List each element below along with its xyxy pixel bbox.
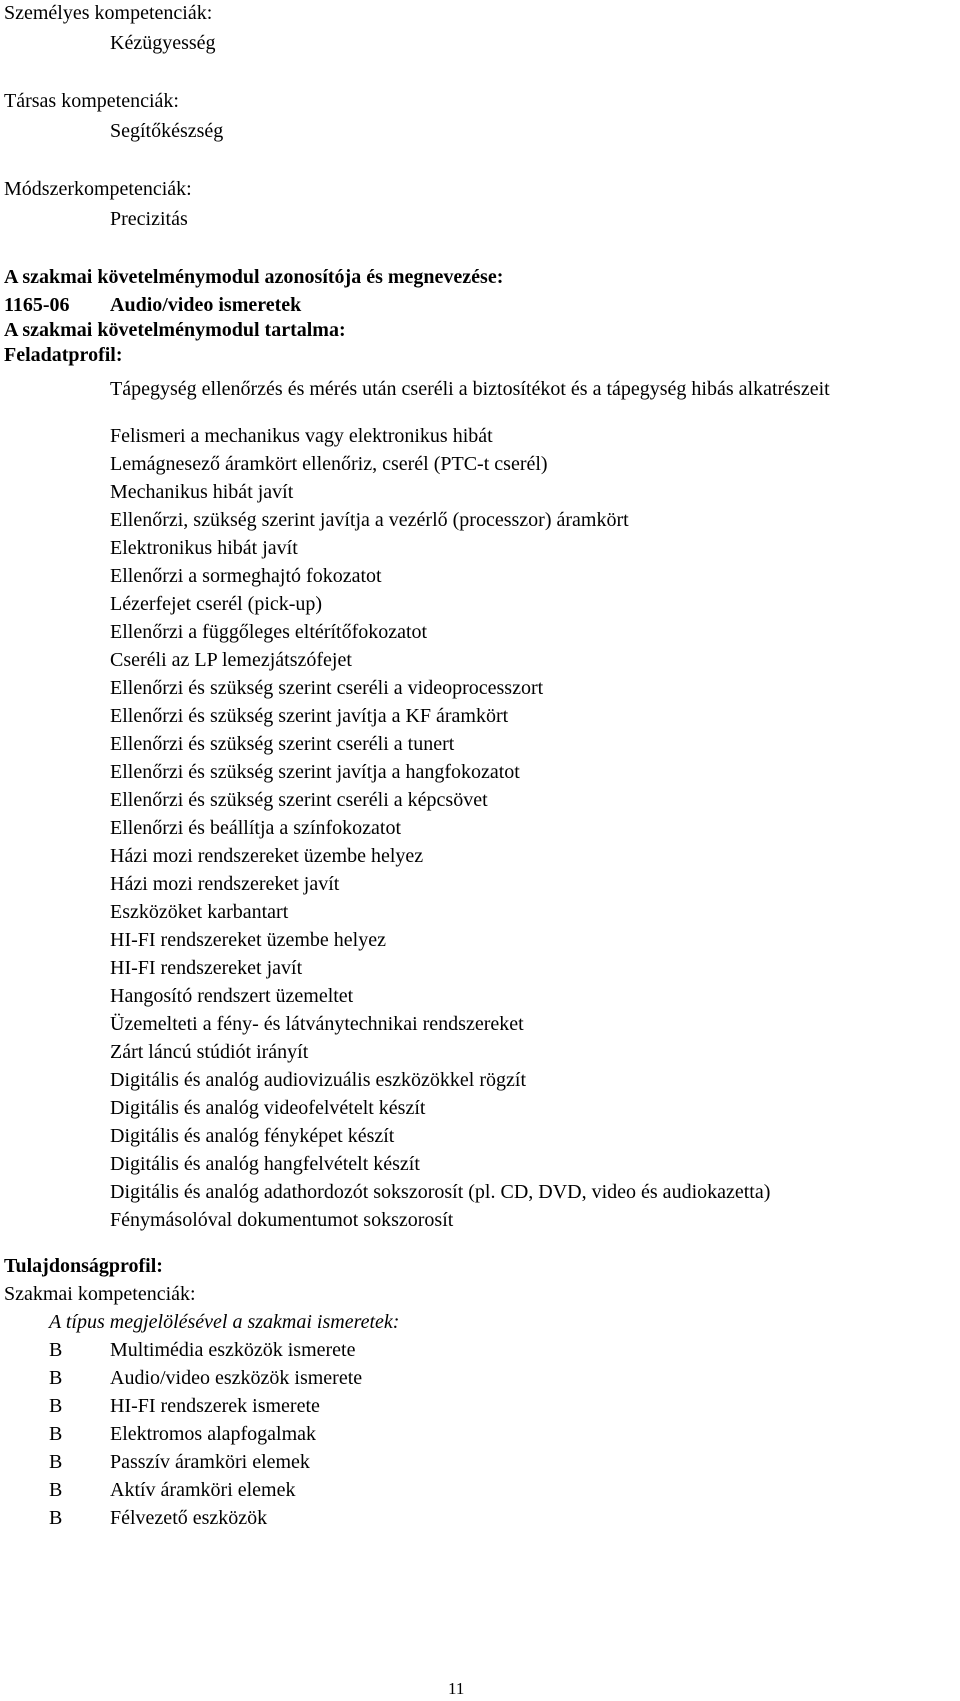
personal-competencies-label: Személyes kompetenciák: [4,2,213,24]
task-item: Ellenőrzi és szükség szerint cseréli a videoprocesszort [110,677,544,699]
task-item: Digitális és analóg adathordozót sokszorosít (pl. CD, DVD, video és audiokazetta) [110,1181,771,1203]
task-item: Felismeri a mechanikus vagy elektronikus hibát [110,425,493,447]
knowledge-type-code: B [49,1451,63,1473]
task-item: Elektronikus hibát javít [110,537,298,559]
task-item: Digitális és analóg fényképet készít [110,1125,395,1147]
knowledge-text: HI-FI rendszerek ismerete [110,1395,320,1417]
personal-competencies-value: Kézügyesség [110,32,216,54]
knowledge-type-code: B [49,1395,63,1417]
module-name: Audio/video ismeretek [110,294,302,316]
task-item: Házi mozi rendszereket üzembe helyez [110,845,424,867]
task-item: Házi mozi rendszereket javít [110,873,340,895]
task-item: Ellenőrzi és szükség szerint cseréli a tunert [110,733,455,755]
task-item: Cseréli az LP lemezjátszófejet [110,649,352,671]
task-item: Üzemelteti a fény- és látványtechnikai rendszereket [110,1013,524,1035]
knowledge-type-code: B [49,1423,63,1445]
task-item: Ellenőrzi és beállítja a színfokozatot [110,817,401,839]
task-item: Digitális és analóg audiovizuális eszközökkel rögzít [110,1069,526,1091]
knowledge-text: Aktív áramköri elemek [110,1479,296,1501]
task-item: Tápegység ellenőrzés és mérés után cseréli a biztosítékot és a tápegység hibás alkatrészeit [110,378,830,400]
module-code: 1165-06 [4,294,70,316]
task-item: Digitális és analóg videofelvételt készít [110,1097,426,1119]
task-item: Ellenőrzi a sormeghajtó fokozatot [110,565,382,587]
knowledge-type-code: B [49,1507,63,1529]
module-code-row [4,292,301,319]
knowledge-type-code: B [49,1367,63,1389]
knowledge-text: Audio/video eszközök ismerete [110,1367,363,1389]
method-competencies-label: Módszerkompetenciák: [4,178,192,200]
task-item: HI-FI rendszereket javít [110,957,303,979]
page-number: 11 [448,1679,465,1698]
knowledge-text: Félvezető eszközök [110,1507,268,1529]
task-item: Lézerfejet cserél (pick-up) [110,593,323,615]
knowledge-type-code: B [49,1479,63,1501]
task-item: Fénymásolóval dokumentumot sokszorosít [110,1209,454,1231]
task-item: Ellenőrzi, szükség szerint javítja a vezérlő (processzor) áramkört [110,509,629,531]
task-item: Zárt láncú stúdiót irányít [110,1041,309,1063]
task-item: Lemágnesező áramkört ellenőriz, cserél (PTC-t cserél) [110,453,548,475]
task-item: Eszközöket karbantart [110,901,289,923]
task-item: Ellenőrzi és szükség szerint javítja a KF áramkört [110,705,509,727]
task-item: Ellenőrzi és szükség szerint javítja a hangfokozatot [110,761,520,783]
type-note: A típus megjelölésével a szakmai ismeretek: [49,1311,400,1333]
social-competencies-label: Társas kompetenciák: [4,90,179,112]
knowledge-text: Passzív áramköri elemek [110,1451,310,1473]
knowledge-text: Multimédia eszközök ismerete [110,1339,356,1361]
module-content-heading: A szakmai követelménymodul tartalma: [4,319,346,341]
social-competencies-value: Segítőkészség [110,120,224,142]
property-profile-heading: Tulajdonságprofil: [4,1255,163,1277]
module-id-heading: A szakmai követelménymodul azonosítója és megnevezése: [4,266,504,288]
professional-competencies-label: Szakmai kompetenciák: [4,1283,196,1305]
knowledge-text: Elektromos alapfogalmak [110,1423,317,1445]
task-item: HI-FI rendszereket üzembe helyez [110,929,386,951]
method-competencies-value: Precizitás [110,208,188,230]
task-item: Ellenőrzi a függőleges eltérítőfokozatot [110,621,428,643]
task-item: Mechanikus hibát javít [110,481,294,503]
task-profile-heading: Feladatprofil: [4,344,123,366]
task-item: Ellenőrzi és szükség szerint cseréli a képcsövet [110,789,488,811]
knowledge-type-code: B [49,1339,63,1361]
task-item: Hangosító rendszert üzemeltet [110,985,354,1007]
task-item: Digitális és analóg hangfelvételt készít [110,1153,420,1175]
